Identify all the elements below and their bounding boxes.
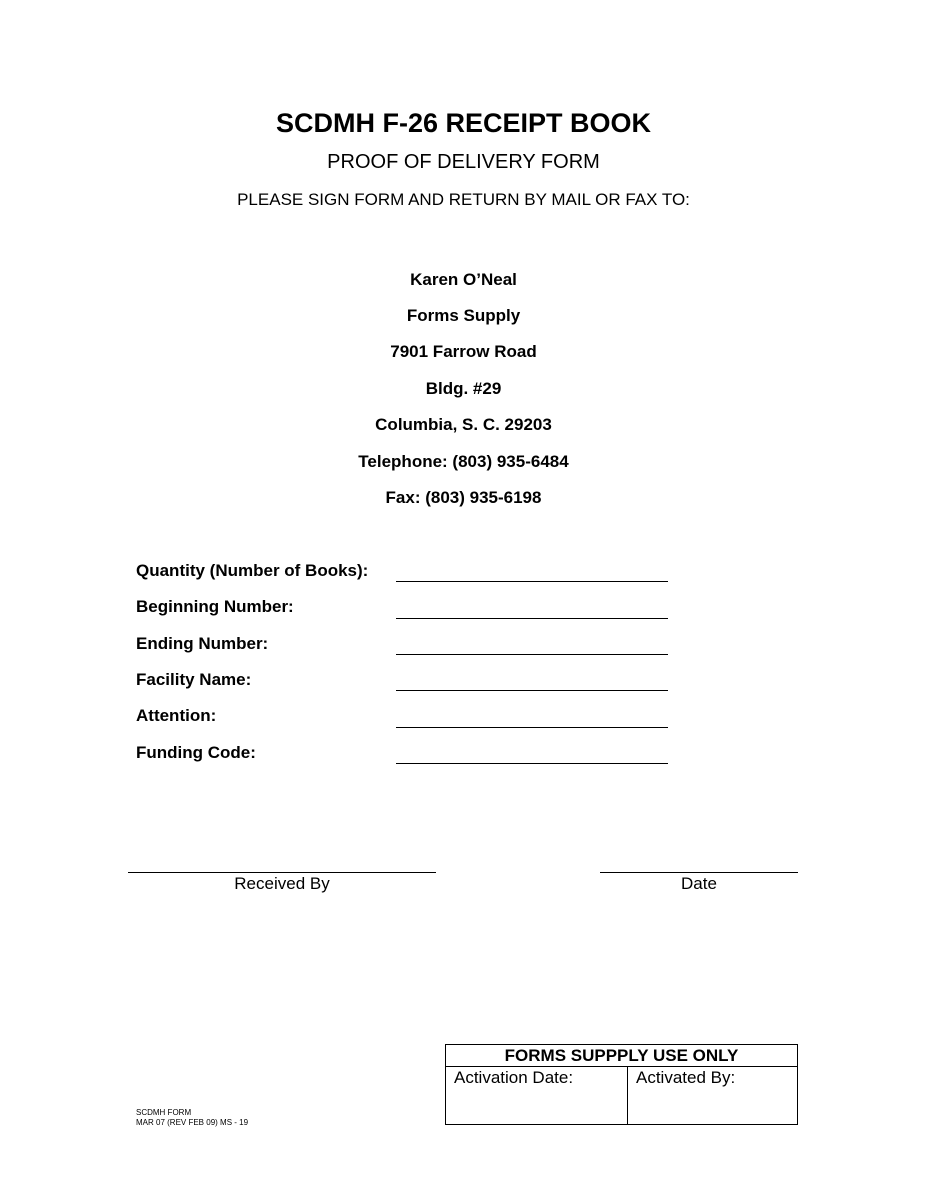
beginning-number-field[interactable]	[396, 618, 668, 619]
date-label: Date	[681, 874, 717, 893]
facility-name-field[interactable]	[396, 690, 668, 691]
ending-number-label: Ending Number:	[136, 634, 269, 653]
ending-number-field[interactable]	[396, 654, 668, 655]
contact-telephone: Telephone: (803) 935-6484	[358, 452, 569, 471]
beginning-number-label: Beginning Number:	[136, 597, 294, 616]
received-by-label: Received By	[234, 874, 330, 893]
contact-street: 7901 Farrow Road	[390, 342, 537, 361]
page-subtitle: PROOF OF DELIVERY FORM	[327, 151, 600, 173]
activated-by-label: Activated By:	[636, 1068, 736, 1087]
received-by-signature-line[interactable]	[128, 872, 436, 873]
form-id-line1: SCDMH FORM	[136, 1108, 192, 1117]
quantity-label: Quantity (Number of Books):	[136, 561, 369, 580]
office-use-heading: FORMS SUPPPLY USE ONLY	[446, 1045, 797, 1067]
facility-name-label: Facility Name:	[136, 670, 252, 689]
contact-city: Columbia, S. C. 29203	[375, 415, 552, 434]
contact-fax: Fax: (803) 935-6198	[385, 488, 542, 507]
attention-field[interactable]	[396, 727, 668, 728]
contact-name: Karen O’Neal	[410, 270, 517, 289]
activation-date-label: Activation Date:	[454, 1068, 574, 1087]
page-title: SCDMH F-26 RECEIPT BOOK	[275, 108, 652, 138]
funding-code-label: Funding Code:	[136, 743, 256, 762]
quantity-field[interactable]	[396, 581, 668, 582]
office-use-box	[445, 1044, 798, 1125]
attention-label: Attention:	[136, 706, 217, 725]
contact-building: Bldg. #29	[425, 379, 502, 398]
contact-department: Forms Supply	[406, 306, 521, 325]
return-instruction: PLEASE SIGN FORM AND RETURN BY MAIL OR FAX TO:	[237, 190, 690, 209]
form-id-line2: MAR 07 (REV FEB 09) MS - 19	[136, 1118, 249, 1127]
date-signature-line[interactable]	[600, 872, 798, 873]
funding-code-field[interactable]	[396, 763, 668, 764]
office-use-divider	[627, 1067, 628, 1124]
